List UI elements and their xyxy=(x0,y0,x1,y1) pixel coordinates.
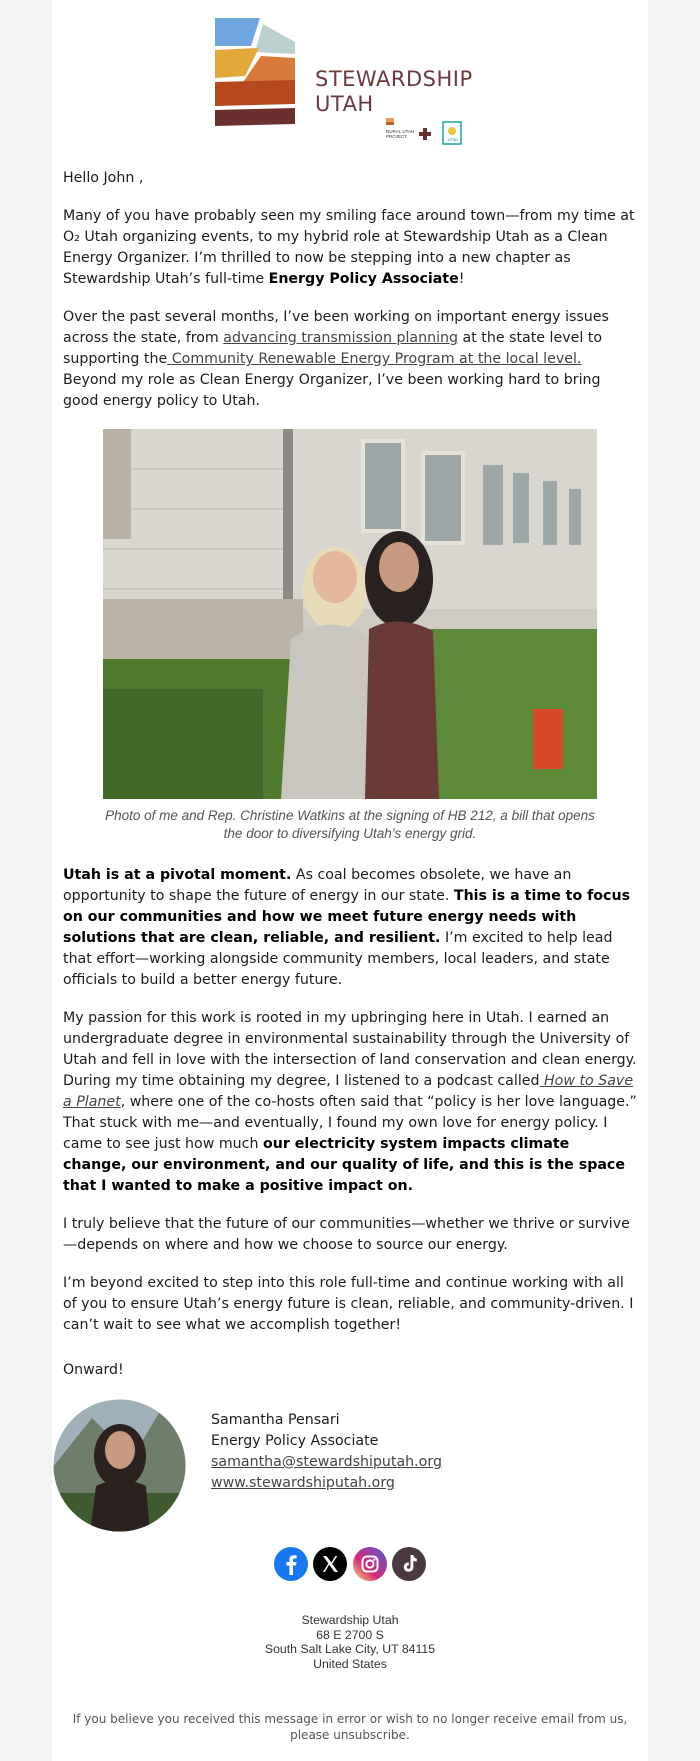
photo-caption: Photo of me and Rep. Christine Watkins at the signing of HB 212, a bill that opens the door to diversifying Utah’s energy grid. xyxy=(105,808,595,841)
address-country: United States xyxy=(313,1656,387,1671)
signing-photo xyxy=(103,429,597,799)
rural-utah-project-label: RURAL UTAH PROJECT xyxy=(386,129,415,139)
work-mid: at the state level to supporting the xyxy=(63,330,603,367)
photo-container xyxy=(63,429,637,799)
logo-line-1: STEWARDSHIP xyxy=(315,67,473,91)
community-renewable-link[interactable]: Community Renewable Energy Program at the local level. xyxy=(167,351,582,367)
passion-mid: , where one of the co-hosts often said that “policy is her love language.” That stuck with me—and eventually, I found my own love for energy policy. I came to see just how much xyxy=(63,1094,637,1152)
o2-utah-label: UTAH xyxy=(447,137,459,142)
tiktok-icon[interactable] xyxy=(392,1547,426,1586)
paragraph-passion xyxy=(63,1008,637,1197)
work-text: Over the past several months, I’ve been working on important energy issues across the state, from xyxy=(63,309,609,346)
signature-name: Samantha Pensari xyxy=(211,1412,340,1428)
address-street: 68 E 2700 S xyxy=(316,1627,384,1642)
signoff: Onward! xyxy=(63,1362,124,1378)
signature-text xyxy=(211,1410,442,1494)
email-body xyxy=(52,168,648,1381)
greeting: Hello John , xyxy=(63,170,144,186)
paragraph-intro xyxy=(63,206,637,290)
mailing-address xyxy=(52,1613,648,1671)
transmission-planning-link[interactable]: advancing transmission planning xyxy=(223,330,459,346)
unsubscribe-note[interactable]: If you believe you received this message in error or wish to no longer receive email from us, please unsubscribe. xyxy=(72,1712,628,1742)
signature-block xyxy=(52,1398,648,1533)
social-links xyxy=(52,1547,648,1583)
logo-text xyxy=(315,67,473,117)
signature-email-link[interactable]: samantha@stewardshiputah.org xyxy=(211,1454,442,1470)
rural-utah-project-icon xyxy=(386,118,396,128)
header xyxy=(52,0,648,160)
passion-text: My passion for this work is rooted in my upbringing here in Utah. I earned an undergraduate degree in environmental sustainability through the University of Utah and fell in love with the intersection of land conservation and clean energy. During my time obtaining my degree, I listened to a podcast called xyxy=(63,1010,637,1089)
plus-icon xyxy=(419,128,431,140)
paragraph-excited: I’m beyond excited to step into this role full-time and continue working with all of you to ensure Utah’s energy future is clean, reliable, and community-driven. I can’t wait to see what we accomplish together! xyxy=(63,1275,634,1333)
paragraph-work xyxy=(63,307,637,412)
avatar xyxy=(52,1398,187,1533)
signature-title: Energy Policy Associate xyxy=(211,1433,379,1449)
podcast-link[interactable]: How to Save a Planet xyxy=(63,1073,634,1110)
pivotal-end: I’m excited to help lead that effort—working alongside community members, local leaders, and state officials to build a better energy future. xyxy=(63,930,613,988)
email-container xyxy=(52,0,648,1761)
signature-website-link[interactable]: www.stewardshiputah.org xyxy=(211,1475,395,1491)
intro-end: ! xyxy=(458,271,465,287)
pivotal-text: As coal becomes obsolete, we have an opportunity to shape the future of energy in our state. xyxy=(63,867,572,904)
intro-text: Many of you have probably seen my smiling face around town—from my time at O₂ Utah organizing events, to my hybrid role at Stewardship Utah as a Clean Energy Organizer. I’m thrilled to now be stepping into a new chapter as Stewardship Utah’s full-time xyxy=(63,208,635,287)
instagram-icon[interactable] xyxy=(353,1547,387,1586)
facebook-icon[interactable] xyxy=(274,1547,308,1586)
pivotal-bold: Utah is at a pivotal moment. xyxy=(63,867,292,883)
work-end: Beyond my role as Clean Energy Organizer, I’ve been working hard to bring good energy policy to Utah. xyxy=(63,372,601,409)
x-icon[interactable] xyxy=(313,1547,347,1586)
address-city: South Salt Lake City, UT 84115 xyxy=(264,1642,436,1656)
logo-line-2: UTAH xyxy=(315,92,374,116)
intro-role-bold: Energy Policy Associate xyxy=(268,271,459,287)
passion-bold: our electricity system impacts climate change, our environment, and our quality of life, and this is the space that I wanted to make a positive impact on. xyxy=(63,1136,625,1194)
stewardship-utah-logo[interactable] xyxy=(215,18,315,128)
address-org: Stewardship Utah xyxy=(301,1613,399,1627)
pivotal-focus-bold: This is a time to focus on our communities and how we meet future energy needs with solutions that are clean, reliable, and resilient. xyxy=(63,888,631,946)
paragraph-pivotal xyxy=(63,865,637,991)
paragraph-belief: I truly believe that the future of our communities—whether we thrive or survive—depends on where and how we choose to source our energy. xyxy=(63,1216,630,1253)
